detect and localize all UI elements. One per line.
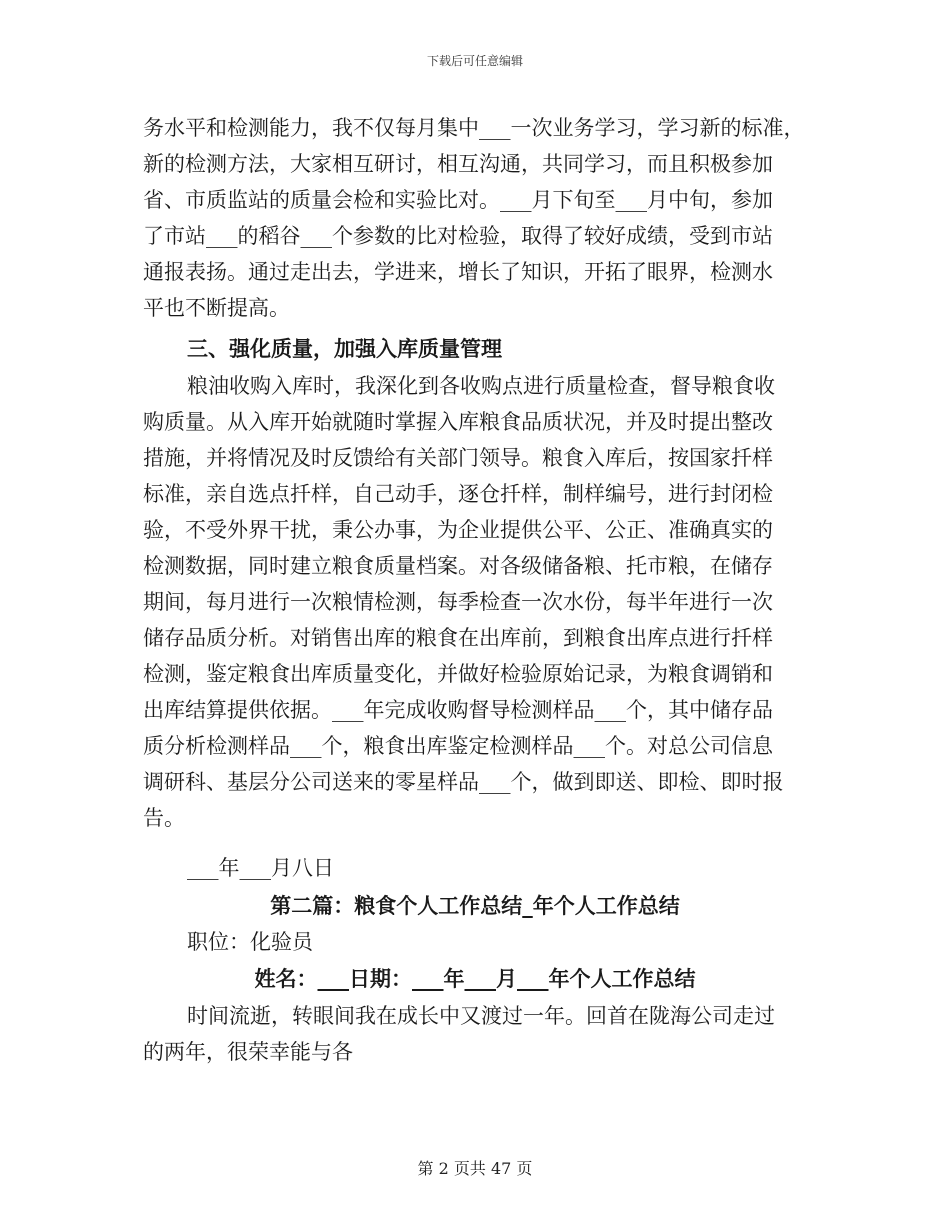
body-line: 通报表扬。通过走出去，学进来，增长了知识，开拓了眼界，检测水 bbox=[143, 260, 773, 284]
body-line: 时间流逝，转眼间我在成长中又渡过一年。回首在陇海公司走过 bbox=[187, 1004, 775, 1028]
body-line: 验，不受外界干扰，秉公办事，为企业提供公平、公正、准确真实的 bbox=[143, 518, 773, 542]
body-line: 措施，并将情况及时反馈给有关部门领导。粮食入库后，按国家扦样 bbox=[143, 446, 773, 470]
body-line: 告。 bbox=[143, 806, 185, 830]
part-title: 第二篇：粮食个人工作总结_年个人工作总结 bbox=[270, 893, 680, 918]
page-footer: 第 2 页共 47 页 bbox=[417, 1159, 533, 1178]
name-date-line: 姓名：___日期：___年___月___年个人工作总结 bbox=[254, 966, 696, 991]
body-line: 粮油收购入库时，我深化到各收购点进行质量检查，督导粮食收 bbox=[187, 374, 775, 398]
body-line: 检测，鉴定粮食出库质量变化，并做好检验原始记录，为粮食调销和 bbox=[143, 662, 773, 686]
body-line: 期间，每月进行一次粮情检测，每季检查一次水份，每半年进行一次 bbox=[143, 590, 773, 614]
body-line: 购质量。从入库开始就随时掌握入库粮食品质状况，并及时提出整改 bbox=[143, 410, 773, 434]
body-line: 调研科、基层分公司送来的零星样品___个，做到即送、即检、即时报 bbox=[143, 770, 784, 794]
body-line: 标准，亲自选点扦样，自己动手，逐仓扦样，制样编号，进行封闭检 bbox=[143, 482, 773, 506]
position-line: 职位：化验员 bbox=[187, 930, 313, 954]
body-line: 的两年，很荣幸能与各 bbox=[143, 1040, 353, 1064]
body-line: 了市站___的稻谷___个参数的比对检验，取得了较好成绩，受到市站 bbox=[143, 224, 773, 248]
body-line: 质分析检测样品___个，粮食出库鉴定检测样品___个。对总公司信息 bbox=[143, 734, 773, 758]
body-line: 出库结算提供依据。___年完成收购督导检测样品___个，其中储存品 bbox=[143, 698, 773, 722]
body-line: 平也不断提高。 bbox=[143, 296, 290, 320]
body-line: 新的检测方法，大家相互研讨，相互沟通，共同学习，而且积极参加 bbox=[143, 152, 773, 176]
body-line: 检测数据，同时建立粮食质量档案。对各级储备粮、托市粮，在储存 bbox=[143, 554, 773, 578]
body-line: 储存品质分析。对销售出库的粮食在出库前，到粮食出库点进行扦样 bbox=[143, 626, 773, 650]
page-header: 下载后可任意编辑 bbox=[426, 54, 523, 68]
section-heading: 三、强化质量，加强入库质量管理 bbox=[187, 336, 502, 361]
body-line: 务水平和检测能力，我不仅每月集中___一次业务学习，学习新的标准， bbox=[143, 116, 805, 140]
date-line: ___年___月八日 bbox=[187, 856, 334, 880]
body-line: 省、市质监站的质量会检和实验比对。___月下旬至___月中旬，参加 bbox=[143, 188, 773, 212]
